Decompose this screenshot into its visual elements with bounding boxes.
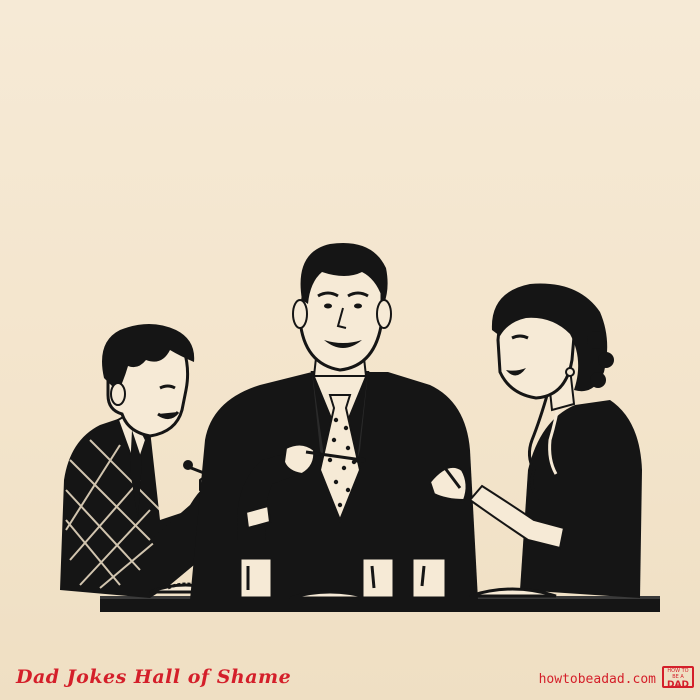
series-title: Dad Jokes Hall of Shame (16, 666, 292, 688)
dad-figure (190, 243, 478, 600)
logo-big-text: DAD (667, 680, 689, 690)
logo-small-text: HOW TO BE A (667, 668, 689, 680)
site-url[interactable]: howtobeadad.com (538, 672, 656, 687)
brand-logo (662, 666, 694, 688)
